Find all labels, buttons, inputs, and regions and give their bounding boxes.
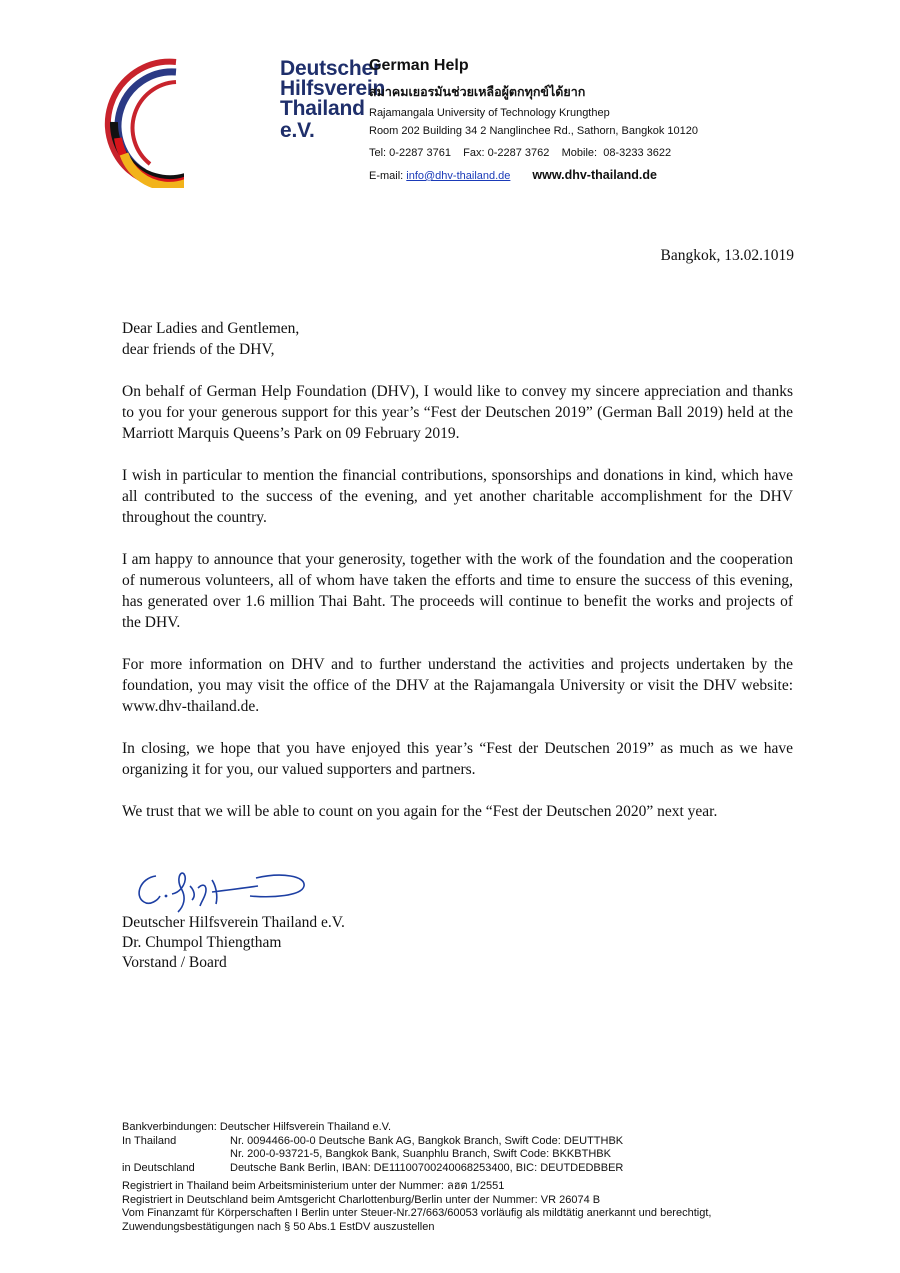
logo-wordmark-line2: Hilfsverein	[280, 77, 386, 100]
logo-wordmark-line3: Thailand e.V.	[280, 97, 365, 142]
handwritten-signature	[132, 866, 312, 916]
paragraph-contributions: I wish in particular to mention the financial contributions, sponsorships and donations in kind, which have all contributed to the success of the evening, and yet another charitable accomplishment for the DHV throughout the country.	[122, 467, 793, 526]
address-line-1: Rajamangala University of Technology Krungthep	[369, 107, 610, 119]
address-line-2: Room 202 Building 34 2 Nanglinchee Rd., Sathorn, Bangkok 10120	[369, 125, 699, 137]
salutation-line-1: Dear Ladies and Gentlemen,	[122, 320, 300, 337]
paragraph-next-year: We trust that we will be able to count on you again for the “Fest der Deutschen 2020” next year.	[122, 803, 718, 820]
bank-row-value: Deutsche Bank Berlin, IBAN: DE11100700240068253400, BIC: DEUTDEDBBER	[230, 1162, 624, 1175]
signoff-title: Vorstand / Board	[122, 954, 227, 971]
signoff-block	[122, 913, 345, 973]
signoff-name: Dr. Chumpol Thiengtham	[122, 934, 282, 951]
salutation	[122, 318, 793, 360]
paragraph-closing: In closing, we hope that you have enjoyed this year’s “Fest der Deutschen 2019” as much as we have organizing it for you, our valued supporters and partners.	[122, 740, 793, 778]
org-name-th: สมาคมเยอรมันช่วยเหลือผู้ตกทุกข์ได้ยาก	[369, 85, 586, 99]
org-name-en: German Help	[369, 57, 469, 74]
bank-row-value: Nr. 0094466-00-0 Deutsche Bank AG, Bangkok Branch, Swift Code: DEUTTHBK	[230, 1134, 624, 1147]
bank-accounts-grid	[122, 1135, 822, 1176]
salutation-line-2: dear friends of the DHV,	[122, 341, 275, 358]
paragraph-thanks: On behalf of German Help Foundation (DHV), I would like to convey my sincere appreciation and thanks to you for your generous support for this year’s “Fest der Deutschen 2019” (German Ball 2019) held at the Marriott Marquis Queens’s Park on 09 February 2019.	[122, 383, 793, 442]
paragraph-proceeds: I am happy to announce that your generosity, together with the work of the foundation and the cooperation of numerous volunteers, all of whom have taken the efforts and time to ensure the success of this evening, has generated over 1.6 million Thai Baht. The proceeds will continue to benefit the works and projects of the DHV.	[122, 551, 793, 631]
registration-info	[122, 1180, 822, 1235]
website-text: www.dhv-thailand.de	[532, 168, 657, 182]
bank-header: Bankverbindungen: Deutscher Hilfsverein Thailand e.V.	[122, 1121, 392, 1133]
flag-arcs-emblem	[104, 56, 184, 188]
dhv-logo	[104, 56, 386, 188]
email-label: E-mail:	[369, 170, 407, 182]
bank-row-value: Nr. 200-0-93721-5, Bangkok Bank, Suanphlu Branch, Swift Code: BKKBTHBK	[230, 1148, 611, 1161]
logo-wordmark-line1: Deutscher	[280, 57, 381, 80]
signoff-organisation: Deutscher Hilfsverein Thailand e.V.	[122, 914, 345, 931]
email-link[interactable]: info@dhv-thailand.de	[406, 170, 511, 182]
email-web-row	[369, 168, 849, 183]
registration-line: Registriert in Deutschland beim Amtsgericht Charlottenburg/Berlin unter der Nummer: VR 26074 B	[122, 1193, 601, 1206]
bank-row-label: in Deutschland	[122, 1162, 195, 1175]
contact-line: Tel: 0-2287 3761 Fax: 0-2287 3762 Mobile: 08-3233 3622	[369, 147, 672, 159]
registration-line: Zuwendungsbestätigungen nach § 50 Abs.1 EstDV auszustellen	[122, 1220, 435, 1233]
letterhead	[369, 56, 849, 183]
registration-line: Registriert in Thailand beim Arbeitsministerium unter der Nummer: ลฮต 1/2551	[122, 1179, 505, 1192]
footer-bank-details	[122, 1121, 822, 1235]
paragraph-more-info: For more information on DHV and to further understand the activities and projects undertaken by the foundation, you may visit the office of the DHV at the Rajamangala University or visit the DHV website: www.dhv-thailand.de.	[122, 656, 793, 715]
registration-line: Vom Finanzamt für Körperschaften I Berlin unter Steuer-Nr.27/663/60053 vorläufig als mildtätig anerkannt und berechtigt,	[122, 1207, 712, 1220]
bank-row-label	[122, 1148, 230, 1162]
letter-date: Bangkok, 13.02.1019	[660, 247, 794, 264]
letter-body	[122, 318, 793, 843]
bank-row-label: In Thailand	[122, 1134, 177, 1147]
